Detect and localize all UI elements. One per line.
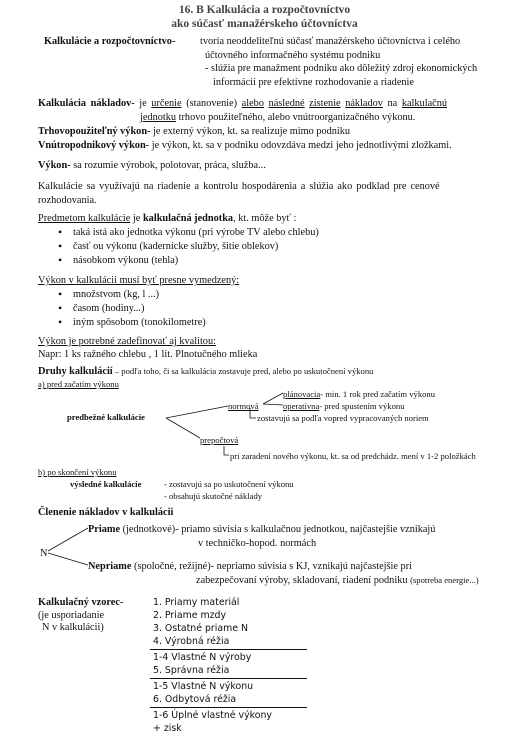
normova: normová bbox=[228, 401, 259, 411]
vymedz-item: • časom (hodiny...) bbox=[73, 303, 144, 314]
branch-line-normova bbox=[166, 406, 228, 418]
vzorec-row: 1-6 Úplné vlastné výkony bbox=[153, 710, 272, 721]
nepriame-cont: zabezpečovaní výroby, skladovaní, riadení podniku (spotreba energie...) bbox=[196, 575, 479, 586]
branch-line-prepoctova bbox=[166, 418, 200, 438]
intro-term: Kalkulácie a rozpočtovníctvo- bbox=[44, 36, 176, 47]
vzorec-row: 5. Správna réžia bbox=[153, 665, 230, 676]
branch-line-planovacia bbox=[263, 393, 283, 404]
use-line2: rozhodovania. bbox=[38, 195, 97, 206]
predmet-item: • násobkom výkonu (tehla) bbox=[73, 255, 178, 266]
predmet-item: • taká istá ako jednotka výkonu (pri výrobe TV alebo chlebu) bbox=[73, 227, 319, 238]
nepriame: Nepriame (spoločné, režijné)- nepriamo súvisia s KJ, vznikajú najčastejšie pri bbox=[88, 561, 412, 572]
vzorec-sub2: N v kalkulácii) bbox=[42, 622, 104, 633]
clenenie-head: Členenie nákladov v kalkulácii bbox=[38, 507, 174, 518]
def-line2: jednotku trhovo použiteľného, alebo vnútroorganizačného výkonu. bbox=[140, 112, 416, 123]
predbezne-kalkulacie: predbežné kalkulácie bbox=[67, 412, 145, 422]
arrow-normova-note bbox=[250, 408, 256, 418]
predmet-item: • časť ou výkonu (kadernícke služby, šitie oblekov) bbox=[73, 241, 278, 252]
normova-note: zostavujú sa podľa vopred vypracovaných noriem bbox=[257, 413, 429, 423]
vysledne-note2: - obsahujú skutočné náklady bbox=[164, 491, 263, 501]
intro-item1: tvoria neoddeliteľnú súčasť manažérskeho účtovníctva i celého bbox=[200, 36, 461, 47]
vysledne-kalkulacie: výsledné kalkulácie bbox=[70, 479, 142, 489]
priame: Priame (jednotkové)- priamo súvisia s kalkulačnou jednotkou, najčastejšie vznikajú bbox=[88, 524, 436, 535]
vykon-def: Výkon- sa rozumie výrobok, polotovar, práca, služba... bbox=[38, 160, 266, 171]
vzorec-row: 6. Odbytová réžia bbox=[153, 694, 237, 705]
trh-vykon: Trhovopoužiteľný výkon- je externý výkon, kt. sa realizuje mimo podniku bbox=[38, 126, 351, 137]
planovacia: plánovacia- min. 1 rok pred začatím výkonu bbox=[283, 389, 436, 399]
page-subtitle: ako súčasť manažérskeho účtovníctva bbox=[171, 18, 358, 30]
prepoctova-note: pri zaradení nového výkonu, kt. sa od predchádz. mení v 1-2 položkách bbox=[230, 451, 476, 461]
prepoctova: prepočtová bbox=[200, 435, 239, 445]
intro-item2: - slúžia pre manažment podniku ako dôležitý zdroj ekonomických bbox=[205, 63, 478, 74]
kvalita-head: Výkon je potrebné zadefinovať aj kvalitou: bbox=[38, 336, 216, 347]
arrow-prepoctova-note bbox=[224, 446, 229, 455]
use-line1: Kalkulácie sa využívajú na riadenie a kontrolu hospodárenia a slúžia ako podklad pre cenové bbox=[38, 181, 440, 192]
vymedz-item: • iným spôsobom (tonokilometre) bbox=[73, 317, 206, 328]
vzorec-head: Kalkulačný vzorec- bbox=[38, 597, 124, 608]
vzorec-row: 2. Priame mzdy bbox=[153, 610, 227, 621]
druhy-b-head: b) po skončení výkonu bbox=[38, 467, 117, 477]
n-root: N bbox=[40, 548, 48, 559]
branch-line-nepriame bbox=[48, 553, 88, 565]
intro-item1-cont: účtovného informačného systému podniku bbox=[205, 50, 381, 61]
intro-item2-cont: informácií pre efektívne rozhodovanie a riadenie bbox=[213, 77, 414, 88]
vzorec-row: 1-5 Vlastné N výkonu bbox=[153, 681, 254, 692]
vzorec-sub1: (je usporiadanie bbox=[38, 610, 105, 621]
page-title: 16. B Kalkulácia a rozpočtovníctvo bbox=[178, 4, 351, 16]
def-line1: Kalkulácia nákladov- je určenie (stanovenie) alebo následné zistenie nákladov na kalkulačnú bbox=[38, 98, 448, 109]
vymedz-item: • množstvom (kg, l ...) bbox=[73, 289, 159, 300]
vnu-vykon: Vnútropodnikový výkon- je výkon, kt. sa v podniku odovzdáva medzi jeho jednotlivými zložkami. bbox=[38, 140, 452, 151]
predmet-head: Predmetom kalkulácie je kalkulačná jednotka, kt. môže byť : bbox=[38, 213, 297, 224]
vzorec-row: 3. Ostatné priame N bbox=[153, 623, 249, 634]
branch-line-priame bbox=[48, 528, 88, 551]
vzorec-row: + zisk bbox=[153, 723, 182, 734]
vzorec-row: 4. Výrobná réžia bbox=[153, 636, 230, 647]
operativna: operatívna- pred spustením výkonu bbox=[283, 401, 405, 411]
druhy-a-head: a) pred začatím výkonu bbox=[38, 379, 119, 389]
druhy-head: Druhy kalkulácií – podľa toho, či sa kalkulácia zostavuje pred, alebo po uskutočnení výkonu bbox=[38, 366, 374, 377]
vzorec-row: 1. Priamy materiál bbox=[153, 597, 240, 608]
kvalita-text: Napr: 1 ks ražného chlebu , 1 lit. Plnotučného mlieka bbox=[38, 349, 258, 360]
vzorec-row: 1-4 Vlastné N výroby bbox=[153, 652, 252, 663]
vysledne-note1: - zostavujú sa po uskutočnení výkonu bbox=[164, 479, 294, 489]
branch-line-operativna bbox=[263, 404, 283, 405]
priame-cont: v techničko-hopod. normách bbox=[198, 538, 317, 549]
vymedz-head: Výkon v kalkulácii musí byť presne vymedzený: bbox=[38, 275, 240, 286]
